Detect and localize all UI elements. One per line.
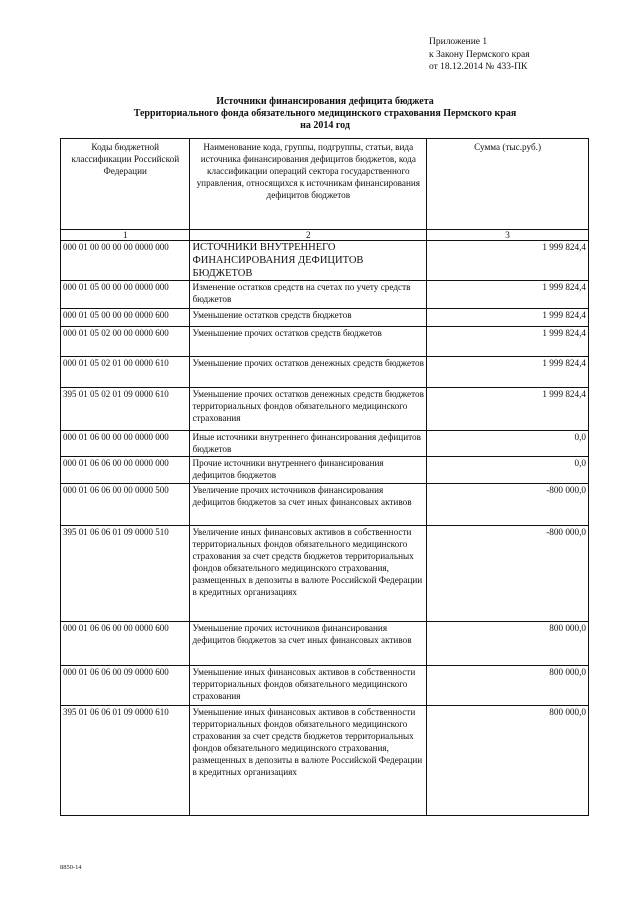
row-name: ИСТОЧНИКИ ВНУТРЕННЕГО ФИНАНСИРОВАНИЯ ДЕФИЦИТОВ БЮДЖЕТОВ	[190, 241, 427, 281]
row-name: Изменение остатков средств на счетах по учету средств бюджетов	[190, 281, 427, 309]
table-row	[61, 388, 589, 431]
table-row	[61, 327, 589, 357]
document-title	[60, 96, 590, 132]
row-name: Уменьшение иных финансовых активов в собственности территориальных фондов обязательного медицинского страхования за счет средств бюджетов территориальных фондов обязательного медицинского страхования, размещенных в депозиты в валюте Российской Федерации в кредитных организациях	[190, 706, 427, 816]
header-name: Наименование кода, группы, подгруппы, статьи, вида источника финансирования дефицитов бюджетов, кода классификации операций сектора государственного управления, относящихся к источникам финансирования дефицитов бюджетов	[190, 139, 427, 230]
row-code: 000 01 00 00 00 00 0000 000	[61, 241, 190, 281]
header-codes: Коды бюджетной классификации Российской Федерации	[61, 139, 190, 230]
row-sum: 800 000,0	[427, 666, 589, 706]
row-code: 000 01 05 02 00 00 0000 600	[61, 327, 190, 357]
table-row	[61, 666, 589, 706]
row-code: 395 01 06 06 01 09 0000 510	[61, 526, 190, 622]
appendix-line-1: Приложение 1	[429, 37, 488, 47]
table-row	[61, 622, 589, 666]
row-sum: 1 999 824,4	[427, 241, 589, 281]
appendix-line-2: к Закону Пермского края	[429, 49, 530, 60]
appendix-note	[429, 36, 530, 74]
table-row	[61, 241, 589, 281]
row-sum: 1 999 824,4	[427, 388, 589, 431]
row-sum: 1 999 824,4	[427, 357, 589, 388]
row-sum: -800 000,0	[427, 526, 589, 622]
row-sum: 0,0	[427, 457, 589, 484]
row-code: 000 01 06 00 00 00 0000 000	[61, 431, 190, 457]
row-sum: 0,0	[427, 431, 589, 457]
row-code: 000 01 06 06 00 00 0000 500	[61, 484, 190, 526]
title-line-2: Территориального фонда обязательного медицинского страхования Пермского края	[133, 108, 517, 119]
column-number-row	[61, 230, 589, 241]
row-name: Увеличение иных финансовых активов в собственности территориальных фондов обязательного медицинского страхования за счет средств бюджетов территориальных фондов обязательного медицинского страхования, размещенных в депозиты в валюте Российской Федерации в кредитных организациях	[190, 526, 427, 622]
title-line-3: на 2014 год	[300, 120, 350, 131]
row-sum: 1 999 824,4	[427, 327, 589, 357]
table-row	[61, 357, 589, 388]
table-row	[61, 484, 589, 526]
table-row	[61, 457, 589, 484]
row-name: Прочие источники внутреннего финансирования дефицитов бюджетов	[190, 457, 427, 484]
column-number: 2	[190, 230, 427, 241]
appendix-line-3: от 18.12.2014 № 433-ПК	[429, 62, 528, 72]
row-code: 000 01 05 00 00 00 0000 600	[61, 309, 190, 327]
column-number: 3	[427, 230, 589, 241]
row-code: 000 01 06 06 00 09 0000 600	[61, 666, 190, 706]
row-sum: 800 000,0	[427, 622, 589, 666]
table-row	[61, 431, 589, 457]
row-code: 395 01 05 02 01 09 0000 610	[61, 388, 190, 431]
row-name: Иные источники внутреннего финансирования дефицитов бюджетов	[190, 431, 427, 457]
table-row	[61, 281, 589, 309]
footer-code: 8850-14	[60, 864, 82, 871]
row-code: 000 01 05 02 01 00 0000 610	[61, 357, 190, 388]
row-sum: -800 000,0	[427, 484, 589, 526]
table-header-row	[61, 139, 589, 230]
row-name: Уменьшение прочих остатков денежных средств бюджетов	[190, 357, 427, 388]
column-number: 1	[61, 230, 190, 241]
title-line-1: Источники финансирования дефицита бюджета	[216, 96, 434, 107]
row-code: 000 01 06 06 00 00 0000 600	[61, 622, 190, 666]
table-row	[61, 309, 589, 327]
row-code: 000 01 06 06 00 00 0000 000	[61, 457, 190, 484]
row-code: 395 01 06 06 01 09 0000 610	[61, 706, 190, 816]
table-row	[61, 526, 589, 622]
row-name: Увеличение прочих источников финансирования дефицитов бюджетов за счет иных финансовых активов	[190, 484, 427, 526]
row-sum: 1 999 824,4	[427, 281, 589, 309]
sources-table	[60, 138, 589, 816]
row-name: Уменьшение остатков средств бюджетов	[190, 309, 427, 327]
row-sum: 1 999 824,4	[427, 309, 589, 327]
row-name: Уменьшение прочих остатков средств бюджетов	[190, 327, 427, 357]
row-name: Уменьшение прочих остатков денежных средств бюджетов территориальных фондов обязательного медицинского страхования	[190, 388, 427, 431]
header-sum: Сумма (тыс.руб.)	[427, 139, 589, 230]
table-row	[61, 706, 589, 816]
row-sum: 800 000,0	[427, 706, 589, 816]
row-name: Уменьшение иных финансовых активов в собственности территориальных фондов обязательного медицинского страхования	[190, 666, 427, 706]
row-code: 000 01 05 00 00 00 0000 000	[61, 281, 190, 309]
row-name: Уменьшение прочих источников финансирования дефицитов бюджетов за счет иных финансовых активов	[190, 622, 427, 666]
